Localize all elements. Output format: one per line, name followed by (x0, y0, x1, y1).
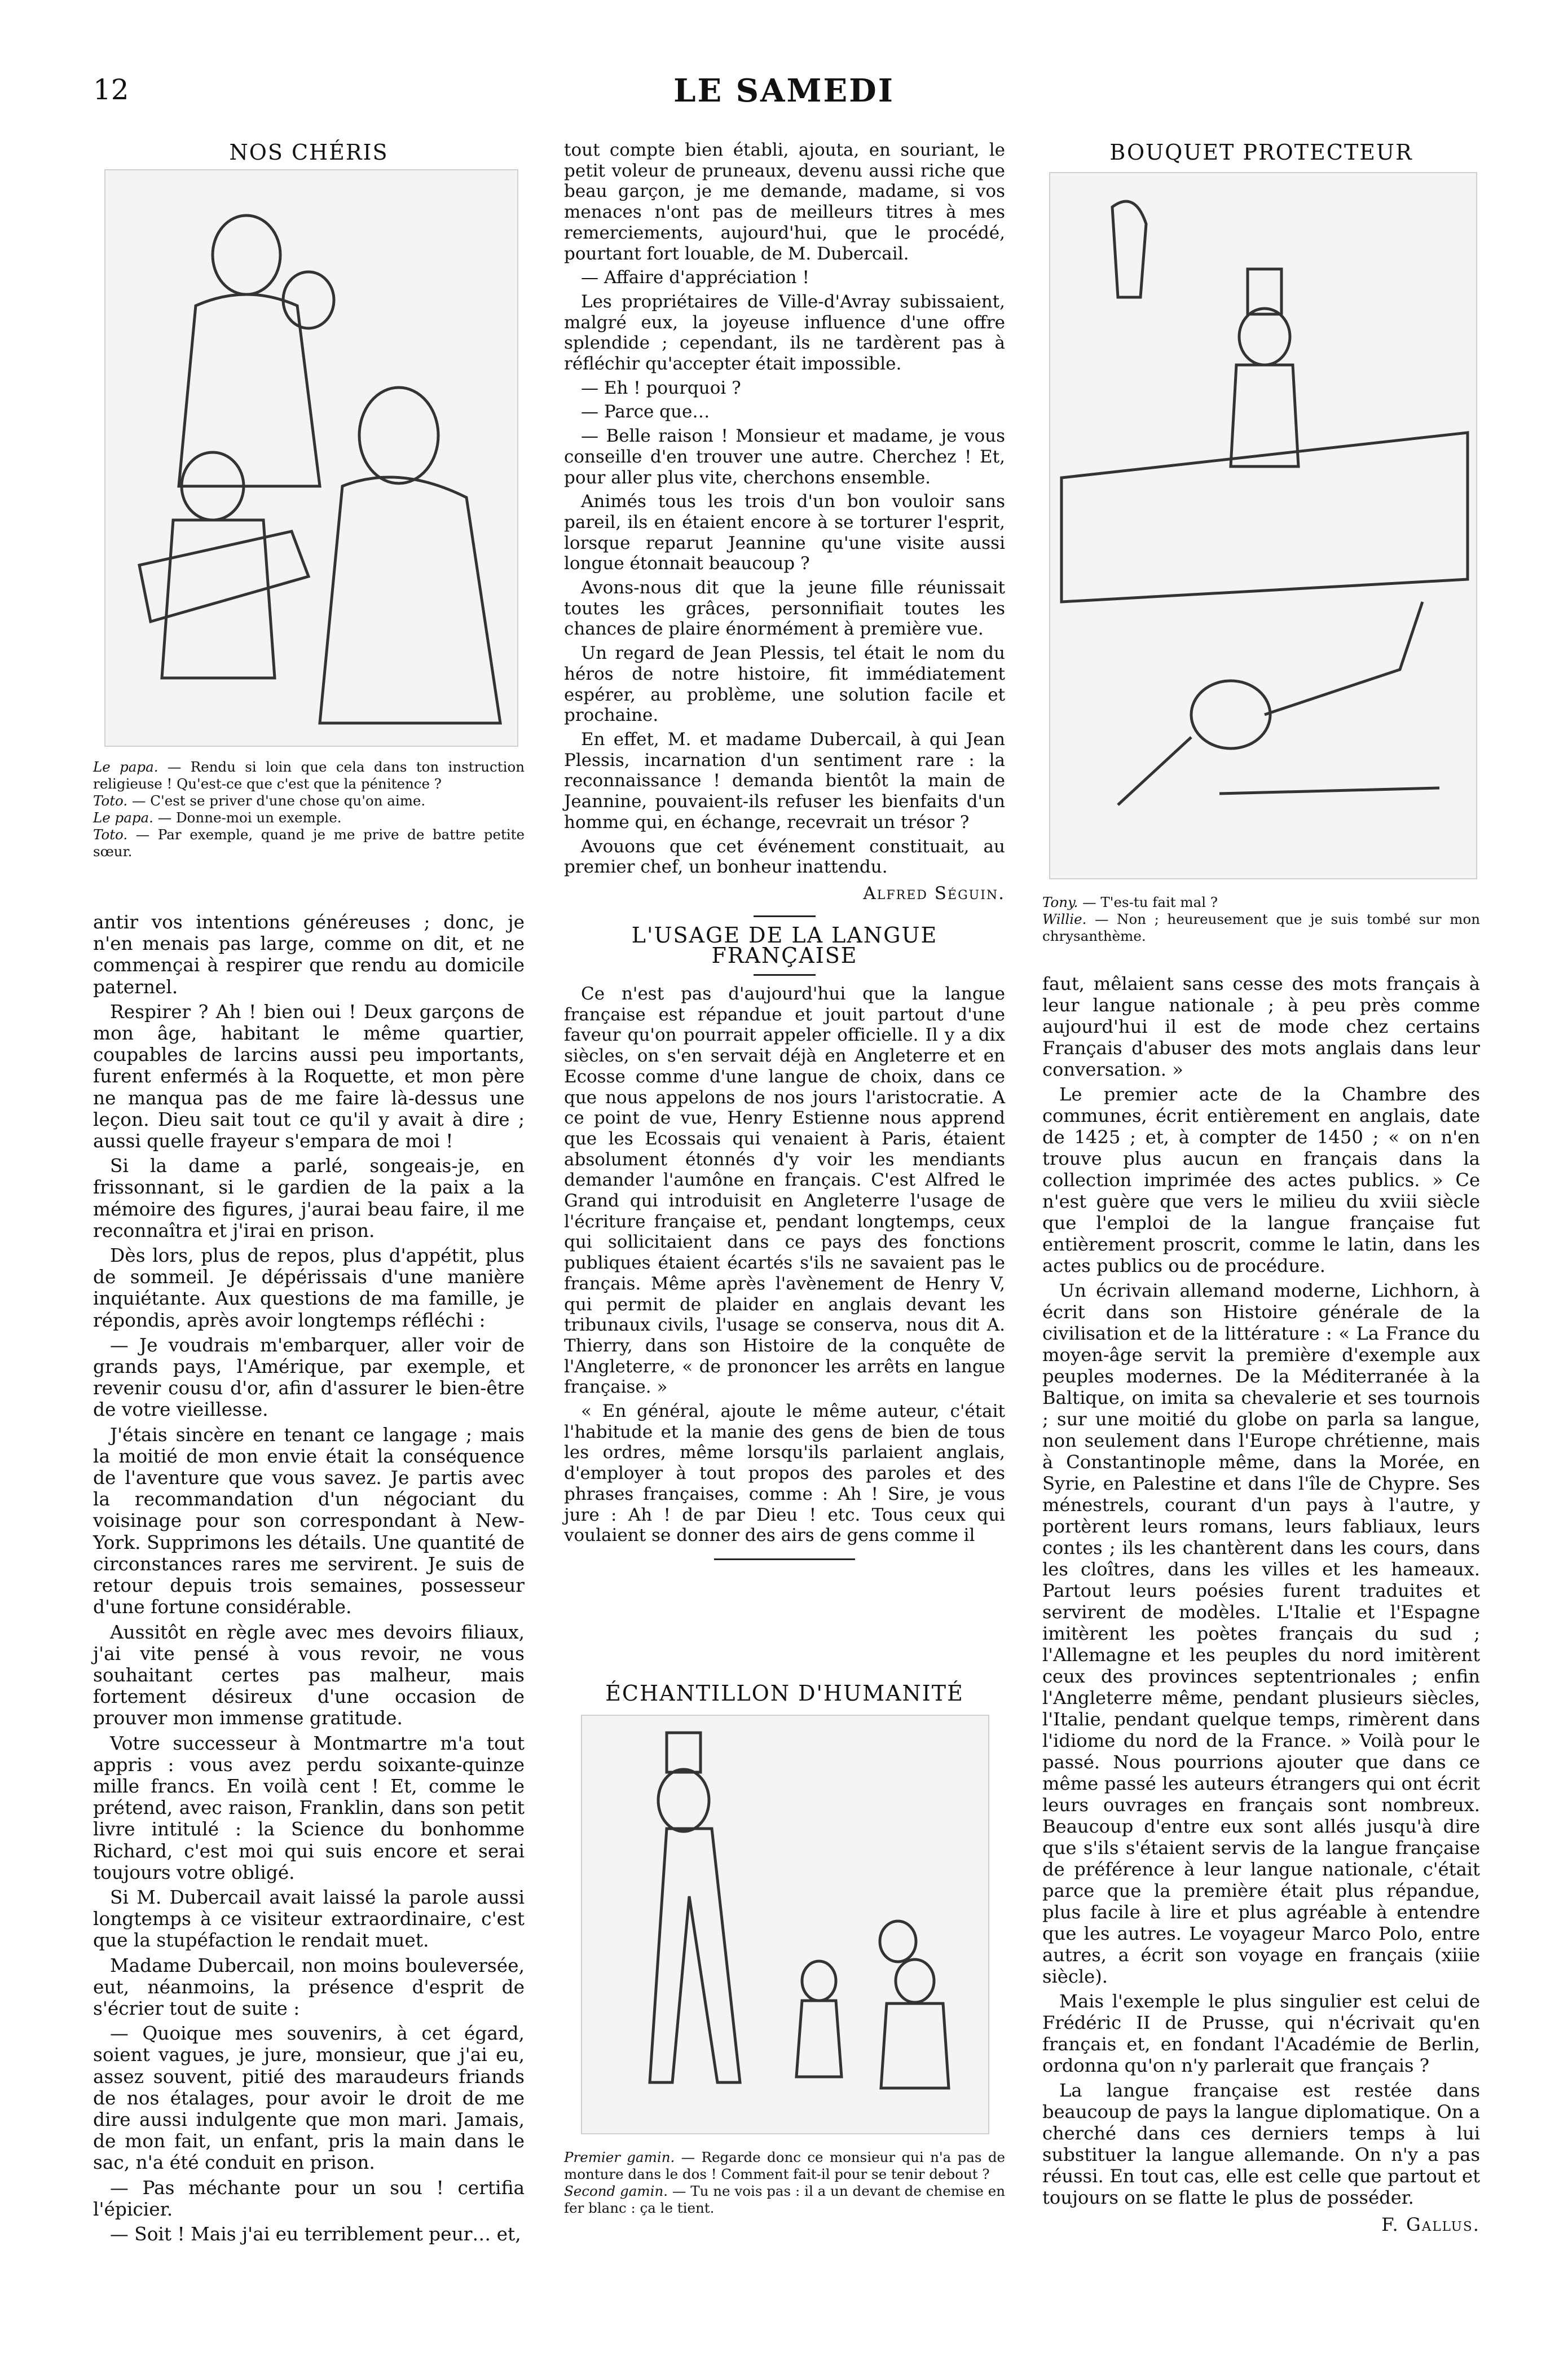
story-paragraph: Avons-nous dit que la jeune fille réunissait toutes les grâces, personnifiait toutes les chances de plaire énormément à première vue. (564, 578, 1005, 640)
story-paragraph: Votre successeur à Montmartre m'a tout appris : vous avez perdu soixante-quinze mille francs. En voilà cent ! Et, comme le prétend, avec raison, Franklin, dans son petit livre intitulé : la Science du bonhomme Richard, c'est moi qui suis encore et serai toujours votre obligé. (93, 1732, 525, 1883)
story-paragraph: Si la dame a parlé, songeais-je, en frissonnant, si le gardien de la paix a la mémoire des figures, j'aurai beau faire, il me reconnaîtra et j'irai en prison. (93, 1155, 525, 1241)
langue-paragraph: Ce n'est pas d'aujourd'hui que la langue française est répandue et jouit partout d'une faveur qu'on pourrait appeler officielle. Il y a dix siècles, on s'en servait déjà en Angleterre et en Ecosse comme d'une langue de choix, dans ce que nous appelons de nos jours l'aristocratie. A ce point de vue, Henry Estienne nous apprend que les Ecossais qui venaient à Paris, étaient absolument étonnés d'y voir les mendiants demander l'aumône en français. C'est Alfred le Grand qui introduisit en Angleterre l'usage de l'écriture française et, pendant longtemps, ceux qui sollicitaient dans ce pays des fonctions publiques étaient écartés s'ils ne savaient pas le français. Même après l'avènement de Henry V, qui permit de plaider en anglais devant les tribunaux civils, l'usage se conserva, nous dit A. Thierry, dans son Histoire de la conquête de l'Angleterre, « de prononcer les arrêts en langue française. » (564, 984, 1005, 1398)
caption-speaker: Le papa. (93, 759, 158, 775)
echantillon-title: ÉCHANTILLON D'HUMANITÉ (605, 1681, 964, 1706)
story-paragraph: Avouons que cet événement constituait, au premier chef, un bonheur inattendu. (564, 836, 1005, 878)
story-paragraph: Respirer ? Ah ! bien oui ! Deux garçons de mon âge, habitant le même quartier, coupables de larcins aussi peu importants, furent enfermés à la Roquette, et mon père ne manqua pas de me faire là-dessus une leçon. Dieu sait tout ce qu'il y avait à dire ; aussi quelle frayeur s'empara de moi ! (93, 1001, 525, 1152)
caption-speaker: Second gamin. (564, 2183, 668, 2199)
caption-speaker: Toto. (93, 826, 128, 843)
section-divider (754, 974, 816, 976)
langue-title: L'USAGE DE LA LANGUE FRANÇAISE (631, 922, 938, 968)
story-paragraph: Animés tous les trois d'un bon vouloir sans pareil, ils en étaient encore à se torturer l'esprit, lorsque reparut Jeannine qu'une visite aussi longue étonnait beaucoup ? (564, 491, 1005, 574)
caption-text: — Rendu si loin que cela dans ton instruction religieuse ! Qu'est-ce que c'est que la pénitence ? (93, 759, 525, 792)
caption-text: — Tu ne vois pas : il a un devant de chemise en fer blanc : ça le tient. (564, 2183, 1005, 2216)
caption-text: — T'es-tu fait mal ? (1082, 894, 1218, 910)
caption-text: — Non ; heureusement que je suis tombé sur mon chrysanthème. (1042, 911, 1480, 944)
langue-column-3 (1042, 973, 1480, 2235)
story-paragraph: — Pas méchante pour un sou ! certifia l'épicier. (93, 2177, 525, 2220)
story-paragraph: tout compte bien établi, ajouta, en souriant, le petit voleur de pruneaux, devenu aussi riche que beau garçon, je me demande, madame, si vos menaces n'ont pas de meilleurs titres à mes remerciements, aujourd'hui, que le procédé, pourtant fort louable, de M. Dubercail. (564, 140, 1005, 264)
running-head: LE SAMEDI (673, 72, 895, 109)
langue-paragraph: Le premier acte de la Chambre des communes, écrit entièrement en anglais, date de 1425 ; et, à compter de 1450 ; « on n'en trouve plus aucun en français dans la collection imprimée des actes publics. » Ce n'est guère que vers le milieu du xviii siècle que l'emploi de la langue française fut entièrement proscrit, comme le latin, dans les actes publics ou de procédure. (1042, 1084, 1480, 1276)
nos-cheris-title: NOS CHÉRIS (229, 140, 389, 165)
langue-paragraph: La langue française est restée dans beaucoup de pays la langue diplomatique. On a cherché dans ces derniers temps à lui substituer la langue allemande. On n'y a pas réussi. En tout cas, elle est celle que partout et toujours on se flatte le plus de posséder. (1042, 2080, 1480, 2208)
story-paragraph: Aussitôt en règle avec mes devoirs filiaux, j'ai vite pensé à vous revoir, ne vous souhaitant certes pas malheur, mais fortement désireux d'une occasion de prouver mon immense gratitude. (93, 1621, 525, 1729)
langue-paragraph: Un écrivain allemand moderne, Lichhorn, à écrit dans son Histoire générale de la civilisation et de la littérature : « La France du moyen-âge servit la première d'exemple aux peuples modernes. De la Méditerranée à la Baltique, on imita sa chevalerie et ses tournois ; sur une moitié du globe on parla sa langue, non seulement dans l'Europe chrétienne, mais à Constantinople même, dans la Morée, en Syrie, en Palestine et dans l'île de Chypre. Ses ménestrels, courant d'un pays à l'autre, y portèrent leurs romans, leurs fabliaux, leurs contes ; ils les chantèrent dans les cours, dans les cloîtres, dans les villes et les hameaux. Partout leurs poésies furent traduites et servirent de modèles. L'Italie et l'Espagne imitèrent les poètes français du sud ; l'Allemagne et les peuples du nord imitèrent ceux des provinces septentrionales ; enfin l'Angleterre même, pendant plusieurs siècles, l'Italie, pendant quelque temps, rimèrent dans l'idiome du nord de la France. » Voilà pour le passé. Nous pourrions ajouter que dans ce même passé les auteurs étrangers qui ont écrit leurs ouvrages en français sont nombreux. Beaucoup d'entre eux sont allés jusqu'à dire que s'ils s'étaient servis de la langue française de préférence à leur langue nationale, c'était parce que la première était plus répandue, plus facile à lire et plus agréable à entendre que les autres. Le voyageur Marco Polo, entre autres, a écrit son voyage en français (xiiie siècle). (1042, 1280, 1480, 1987)
section-divider (714, 1558, 855, 1560)
langue-signature: F. Gallus. (1381, 2214, 1480, 2235)
caption-speaker: Willie. (1042, 911, 1087, 927)
nos-cheris-illustration (104, 169, 518, 747)
story-paragraph: J'étais sincère en tenant ce langage ; mais la moitié de mon envie était la conséquence de l'aventure que vous savez. Je partis avec la recommandation d'un négociant du voisinage pour son correspondant à New-York. Supprimons les détails. Une quantité de circonstances rares me servirent. Je suis de retour depuis trois semaines, possesseur d'une fortune considérable. (93, 1424, 525, 1618)
story-paragraph: Dès lors, plus de repos, plus d'appétit, plus de sommeil. Je dépérissais d'une manière inquiétante. Aux questions de ma famille, je répondis, après avoir longtemps réfléchi : (93, 1245, 525, 1331)
story-paragraph: En effet, M. et madame Dubercail, à qui Jean Plessis, incarnation d'un sentiment rare : la reconnaissance ! demanda bientôt la main de Jeannine, pouvaient-ils refuser les bienfaits d'un homme qui, en échange, recevrait un trésor ? (564, 729, 1005, 833)
page-number: 12 (93, 73, 129, 106)
story-paragraph: Un regard de Jean Plessis, tel était le nom du héros de notre histoire, fit immédiatement espérer, au problème, une solution facile et prochaine. (564, 643, 1005, 726)
bouquet-caption (1042, 894, 1480, 945)
echantillon-illustration (581, 1715, 989, 2134)
story-paragraph: — Quoique mes souvenirs, à cet égard, soient vagues, je jure, monsieur, que j'ai eu, assez souvent, pitié des maraudeurs friands de nos étalages, pour avoir le droit de me dire aussi indulgente que mon mari. Jamais, de mon fait, un enfant, pris la main dans le sac, n'a été conduit en prison. (93, 2023, 525, 2174)
langue-paragraph: faut, mêlaient sans cesse des mots français à leur langue nationale ; à peu près comme aujourd'hui il est de mode chez certains Français d'abuser des mots anglais dans leur conversation. » (1042, 973, 1480, 1080)
story-paragraph: Les propriétaires de Ville-d'Avray subissaient, malgré eux, la joyeuse influence d'une offre splendide ; cependant, ils ne tardèrent pas à réfléchir qu'accepter était impossible. (564, 291, 1005, 375)
story-paragraph: — Eh ! pourquoi ? (581, 377, 741, 398)
caption-text: — Par exemple, quand je me prive de battre petite sœur. (93, 826, 525, 860)
langue-paragraph: « En général, ajoute le même auteur, c'était l'habitude et la manie des gens de bien de tous les ordres, même lorsqu'ils parlaient anglais, d'employer à tout propos des paroles et des phrases françaises, comme : Ah ! Sire, je vous jure : Ah ! de par Dieu ! etc. Tous ceux qui voulaient se donner des airs de gens comme il (564, 1401, 1005, 1546)
story-signature: Alfred Séguin. (863, 883, 1005, 904)
story-column-2 (564, 140, 1005, 1568)
caption-speaker: Tony. (1042, 894, 1078, 910)
story-paragraph: — Soit ! Mais j'ai eu terriblement peur… et, (110, 2223, 521, 2245)
story-paragraph: Si M. Dubercail avait laissé la parole aussi longtemps à ce visiteur extraordinaire, c'est que la stupéfaction le rendait muet. (93, 1886, 525, 1952)
caption-text: — Donne-moi un exemple. (157, 809, 342, 826)
story-paragraph: antir vos intentions généreuses ; donc, je n'en menais pas large, comme on dit, et ne commençai à respirer que rendu au domicile paternel. (93, 911, 525, 998)
langue-paragraph: Mais l'exemple le plus singulier est celui de Frédéric II de Prusse, qui n'écrivait qu'en français et, en fondant l'Académie de Berlin, ordonna qu'on n'y parlerait que français ? (1042, 1991, 1480, 2076)
story-paragraph: — Belle raison ! Monsieur et madame, je vous conseille d'en trouver une autre. Cherchez ! Et, pour aller plus vite, cherchons ensemble. (564, 426, 1005, 488)
bouquet-title: BOUQUET PROTECTEUR (1109, 140, 1413, 165)
caption-text: — C'est se priver d'une chose qu'on aime. (131, 792, 426, 809)
bouquet-illustration (1049, 172, 1477, 879)
story-paragraph: — Affaire d'appréciation ! (581, 267, 809, 288)
story-paragraph: — Parce que… (581, 402, 710, 422)
story-paragraph: Madame Dubercail, non moins bouleversée, eut, néanmoins, la présence d'esprit de s'écrier tout de suite : (93, 1954, 525, 2019)
story-column-1 (93, 911, 525, 2248)
section-divider (754, 915, 816, 917)
caption-speaker: Le papa. (93, 809, 153, 826)
nos-cheris-caption (93, 759, 525, 860)
caption-text: — Regarde donc ce monsieur qui n'a pas de monture dans le dos ! Comment fait-il pour se tenir debout ? (564, 2149, 1006, 2182)
caption-speaker: Toto. (93, 792, 128, 809)
story-paragraph: — Je voudrais m'embarquer, aller voir de grands pays, l'Amérique, par exemple, et revenir cousu d'or, afin d'assurer le bien-être de votre vieillesse. (93, 1334, 525, 1421)
echantillon-caption (564, 2149, 1005, 2217)
caption-speaker: Premier gamin. (564, 2149, 675, 2165)
